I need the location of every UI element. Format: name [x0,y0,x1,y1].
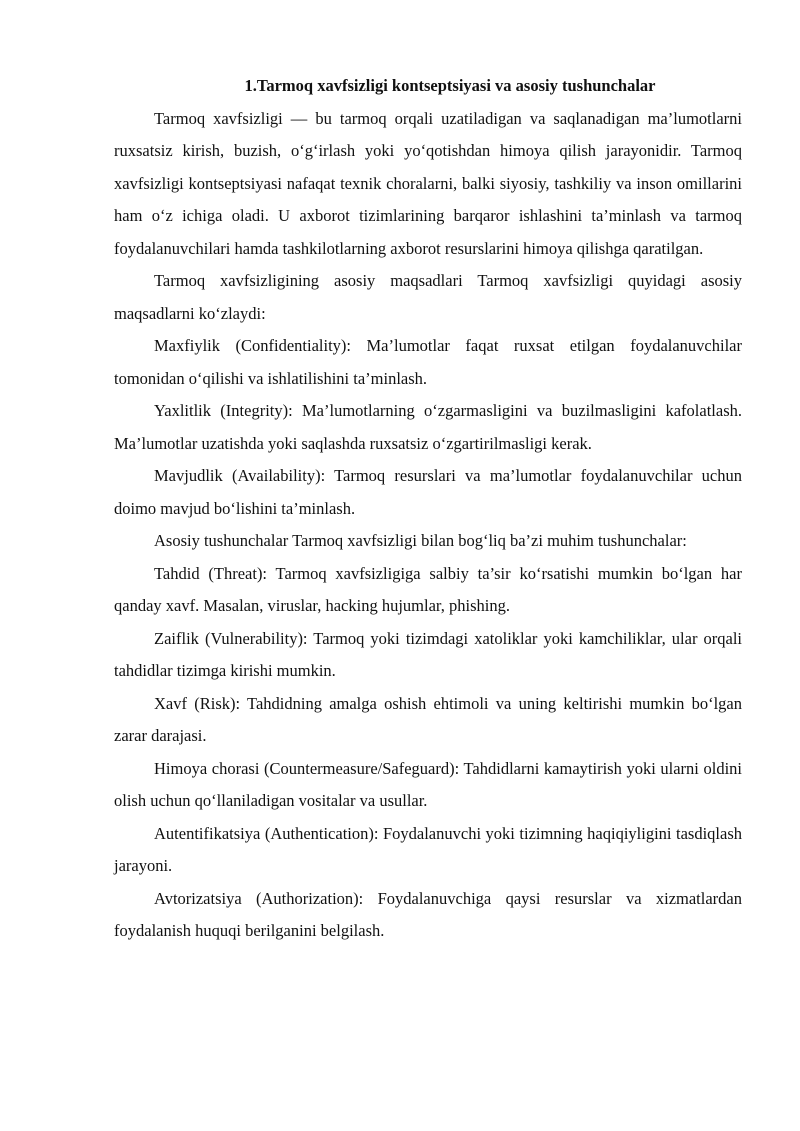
paragraph-threat: Tahdid (Threat): Tarmoq xavfsizligiga salbiy ta’sir ko‘rsatishi mumkin bo‘lgan har qanday xavf. Masalan, viruslar, hacking hujumlar, phishing. [114,563,742,615]
paragraph-goals-intro: Tarmoq xavfsizligining asosiy maqsadlari Tarmoq xavfsizligi quyidagi asosiy maqsadlarni ko‘zlaydi: [114,271,742,323]
paragraph-integrity: Yaxlitlik (Integrity): Ma’lumotlarning o‘zgarmasligini va buzilmasligini kafolatlash. Ma’lumotlar uzatishda yoki saqlashda ruxsatsiz o‘zgartirilmasligi kerak. [114,401,742,453]
paragraph-vulnerability: Zaiflik (Vulnerability): Tarmoq yoki tizimdagi xatoliklar yoki kamchiliklar, ular orqali tahdidlar tizimga kirishi mumkin. [114,628,742,680]
paragraph-availability: Mavjudlik (Availability): Tarmoq resurslari va ma’lumotlar foydalanuvchilar uchun doimo mavjud bo‘lishini ta’minlash. [114,466,742,518]
paragraph-concepts-intro: Asosiy tushunchalar Tarmoq xavfsizligi bilan bog‘liq ba’zi muhim tushunchalar: [154,531,687,550]
paragraph-authorization: Avtorizatsiya (Authorization): Foydalanuvchiga qaysi resurslar va xizmatlardan foydalanish huquqi berilganini belgilash. [114,888,742,940]
paragraph-confidentiality: Maxfiylik (Confidentiality): Ma’lumotlar faqat ruxsat etilgan foydalanuvchilar tomonidan o‘qilishi va ishlatilishini ta’minlash. [114,336,742,388]
paragraph-authentication: Autentifikatsiya (Authentication): Foydalanuvchi yoki tizimning haqiqiyligini tasdiqlash jarayoni. [114,823,742,875]
paragraph-countermeasure: Himoya chorasi (Countermeasure/Safeguard): Tahdidlarni kamaytirish yoki ularni oldini olish uchun qo‘llaniladigan vositalar va usullar. [114,758,742,810]
document-page [114,70,742,948]
document-title: 1.Tarmoq xavfsizligi kontseptsiyasi va asosiy tushunchalar [244,76,656,95]
paragraph-definition: Tarmoq xavfsizligi — bu tarmoq orqali uzatiladigan va saqlanadigan ma’lumotlarni ruxsatsiz kirish, buzish, o‘g‘irlash yoki yo‘qotishdan himoya qilish jarayonidir. Tarmoq xavfsizligi kontseptsiyasi nafaqat texnik choralarni, balki siyosiy, tashkiliy va inson omillarini ham o‘z ichiga oladi. U axborot tizimlarining barqaror ishlashini ta’minlash va tarmoq foydalanuvchilari hamda tashkilotlarning axborot resurslarini himoya qilishga qaratilgan. [114,108,742,258]
paragraph-risk: Xavf (Risk): Tahdidning amalga oshish ehtimoli va uning keltirishi mumkin bo‘lgan zarar darajasi. [114,693,742,745]
